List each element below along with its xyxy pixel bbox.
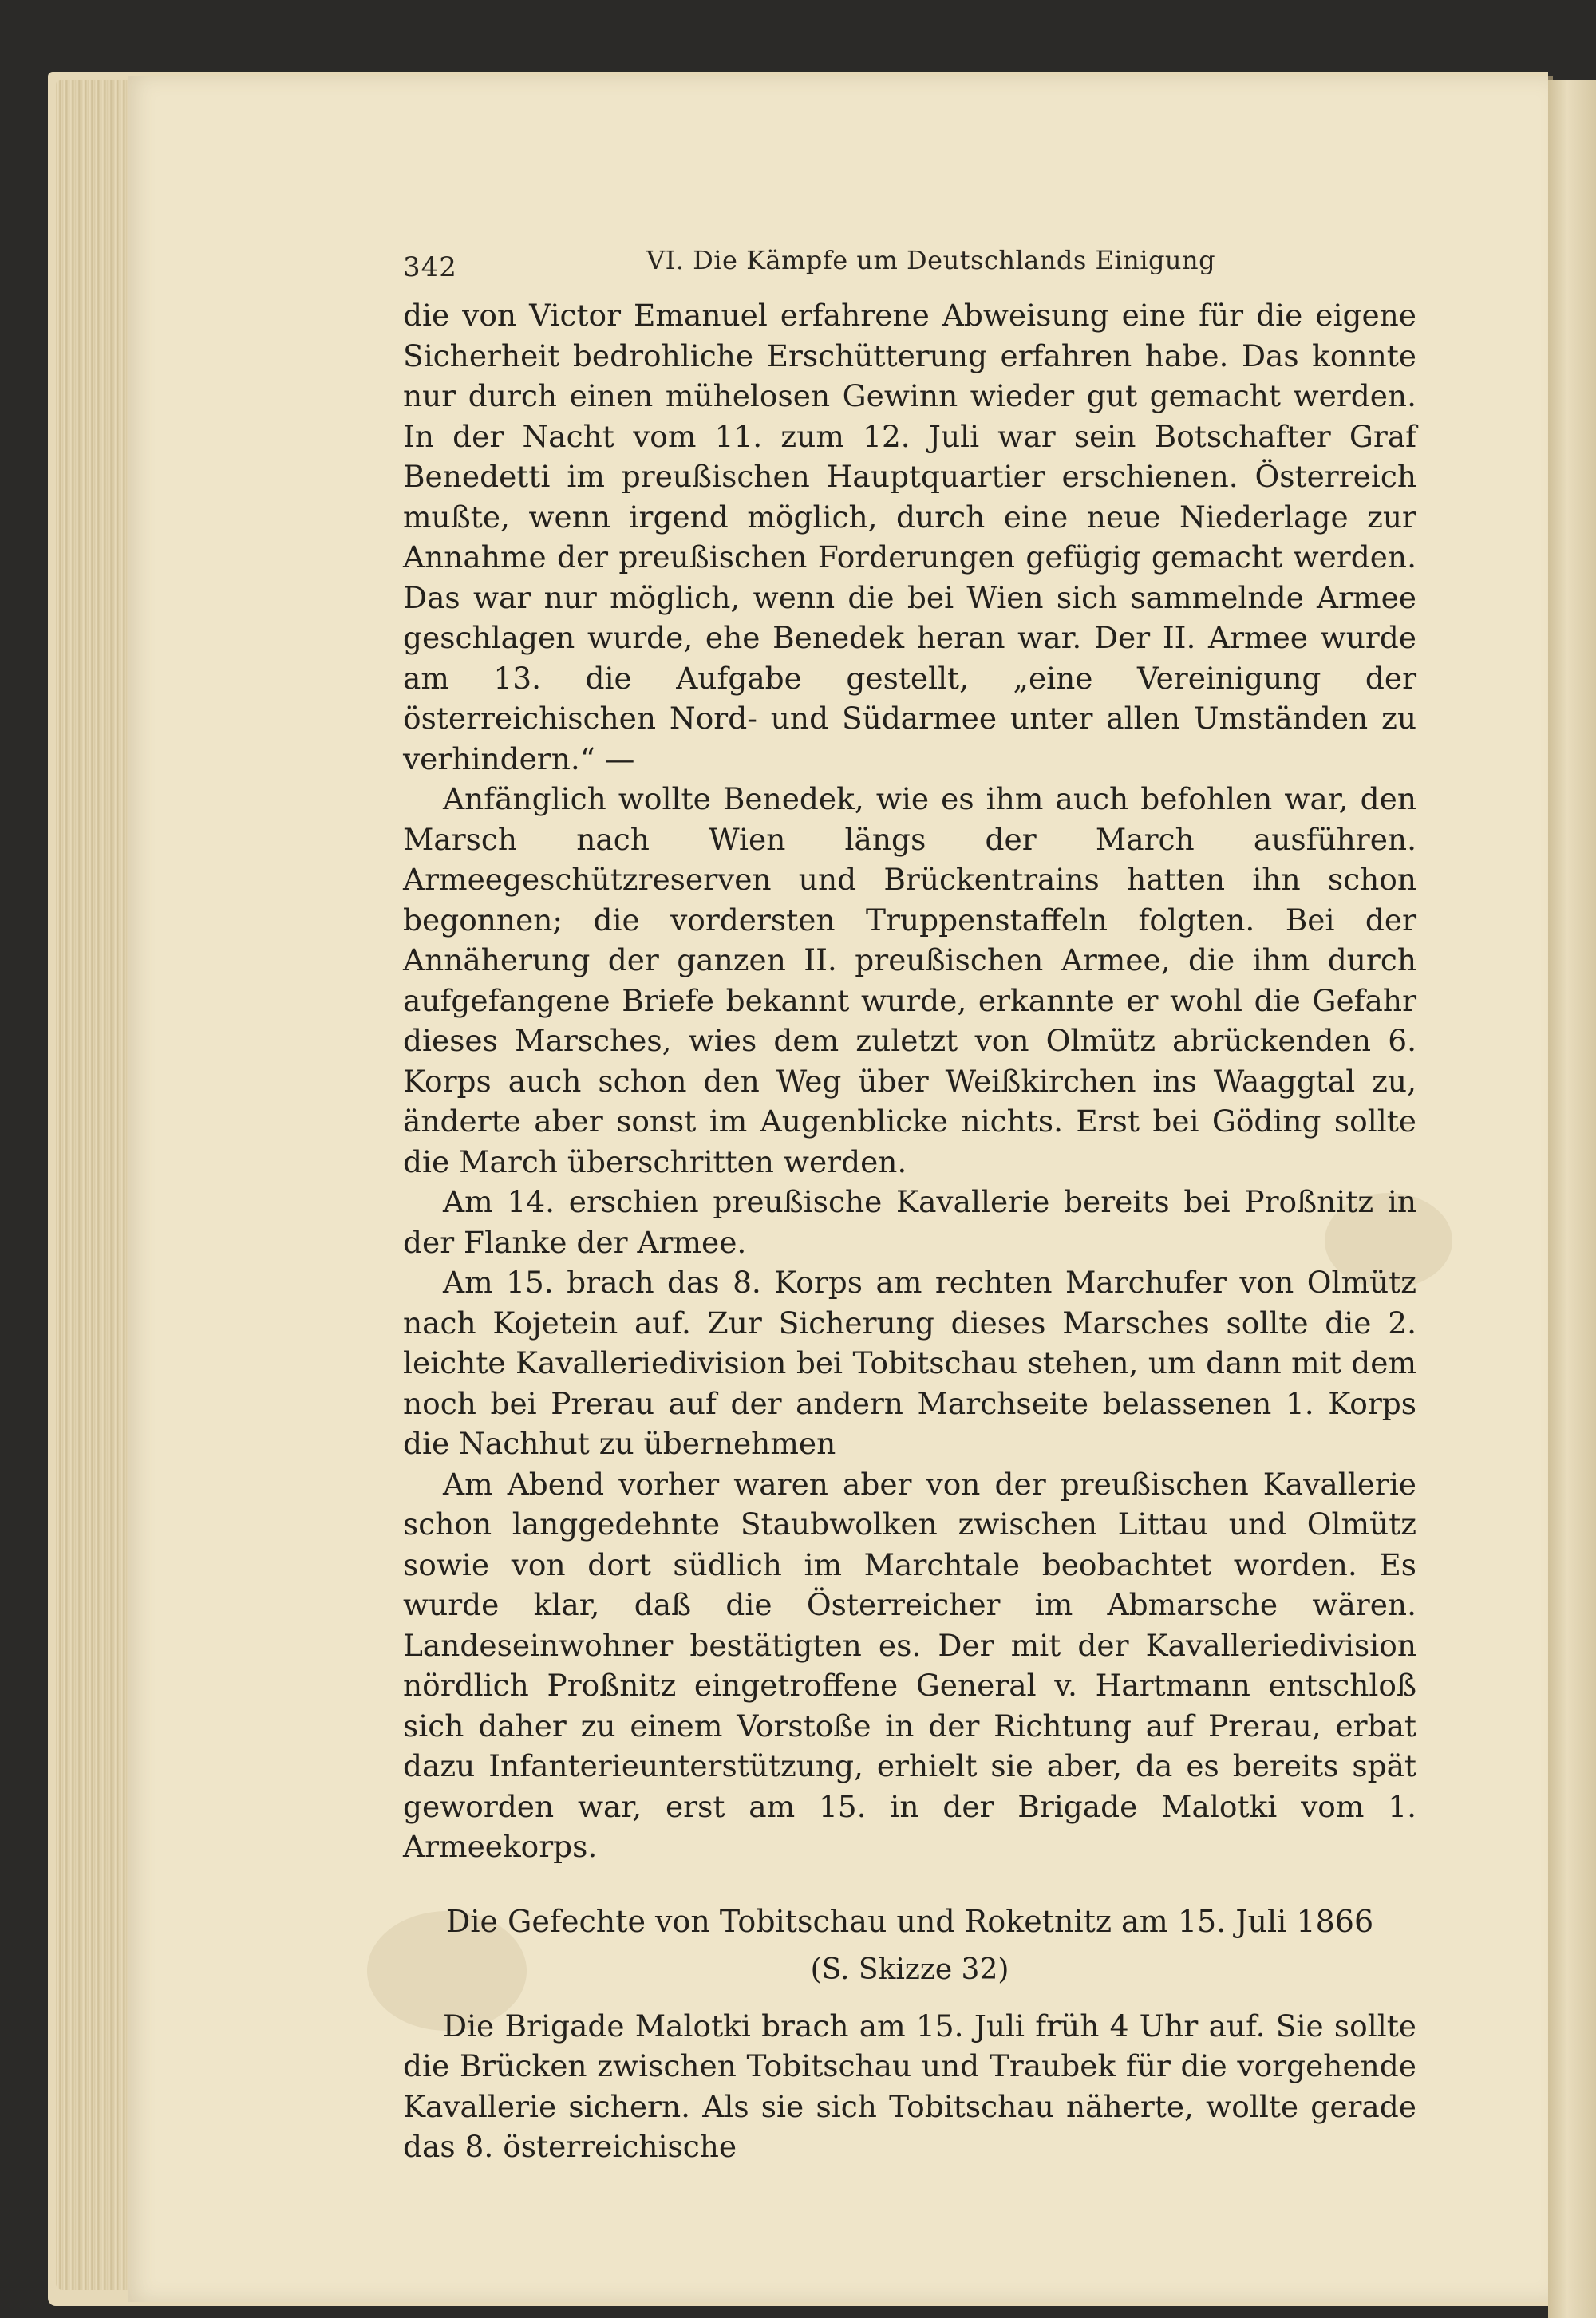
section-subtitle: (S. Skizze 32): [810, 1953, 1009, 1986]
page-body: [403, 295, 1416, 2167]
paragraph: Die Brigade Malotki brach am 15. Juli früh 4 Uhr auf. Sie sollte die Brücken zwischen Tobitschau und Traubek für die vorgehende Kavallerie sichern. Als sie sich Tobitschau näherte, wollte gerade das 8. österreichische: [403, 2008, 1416, 2164]
paragraph: Am Abend vorher waren aber von der preußischen Kavallerie schon langgedehnte Staubwolken zwischen Littau und Olmütz sowie von dort südlich im Marchtale beobachtet worden. Es wurde klar, daß die Österreicher im Abmarsche wären. Landeseinwohner bestätigten es. Der mit der Kavalleriedivision nördlich Proßnitz eingetroffene General v. Hartmann entschloß sich daher zu einem Vorstoße in der Richtung auf Prerau, erbat dazu Infanterieunterstützung, erhielt sie aber, da es bereits spät geworden war, erst am 15. in der Brigade Malotki vom 1. Armeekorps.: [403, 1466, 1416, 1864]
facing-page-edge: [1548, 80, 1596, 2318]
running-head: [403, 245, 1416, 291]
section-title: Die Gefechte von Tobitschau und Roketnitz am 15. Juli 1866: [445, 1903, 1374, 1939]
paragraph: Am 14. erschien preußische Kavallerie bereits bei Proßnitz in der Flanke der Armee.: [403, 1184, 1416, 1260]
page-number: 342: [403, 251, 457, 283]
running-head-title: VI. Die Kämpfe um Deutschlands Einigung: [646, 245, 1216, 275]
paragraph: Anfänglich wollte Benedek, wie es ihm auch befohlen war, den Marsch nach Wien längs der March ausführen. Armeegeschützreserven und Brückentrains hatten ihn schon begonnen; die vordersten Truppenstaffeln folgten. Bei der Annäherung der ganzen II. preußischen Armee, die ihm durch aufgefangene Briefe bekannt wurde, erkannte er wohl die Gefahr dieses Marsches, wies dem zuletzt von Olmütz abrückenden 6. Korps auch schon den Weg über Weißkirchen ins Waaggtal zu, änderte aber sonst im Augenblicke nichts. Erst bei Göding sollte die March überschritten werden.: [403, 781, 1416, 1179]
paragraph: Am 15. brach das 8. Korps am rechten Marchufer von Olmütz nach Kojetein auf. Zur Sicherung dieses Marsches sollte die 2. leichte Kavalleriedivision bei Tobitschau stehen, um dann mit dem noch bei Prerau auf der andern Marchseite belassenen 1. Korps die Nachhut zu übernehmen: [403, 1265, 1416, 1461]
paragraph: die von Victor Emanuel erfahrene Abweisung eine für die eigene Sicherheit bedrohliche Erschütterung erfahren habe. Das konnte nur durch einen mühelosen Gewinn wieder gut gemacht werden. In der Nacht vom 11. zum 12. Juli war sein Botschafter Graf Benedetti im preußischen Hauptquartier erschienen. Österreich mußte, wenn irgend möglich, durch eine neue Niederlage zur Annahme der preußischen Forderungen gefügig gemacht werden. Das war nur möglich, wenn die bei Wien sich sammelnde Armee geschlagen wurde, ehe Benedek heran war. Der II. Armee wurde am 13. die Aufgabe gestellt, „eine Vereinigung der österreichischen Nord- und Südarmee unter allen Umständen zu verhindern.“ —: [403, 298, 1416, 776]
